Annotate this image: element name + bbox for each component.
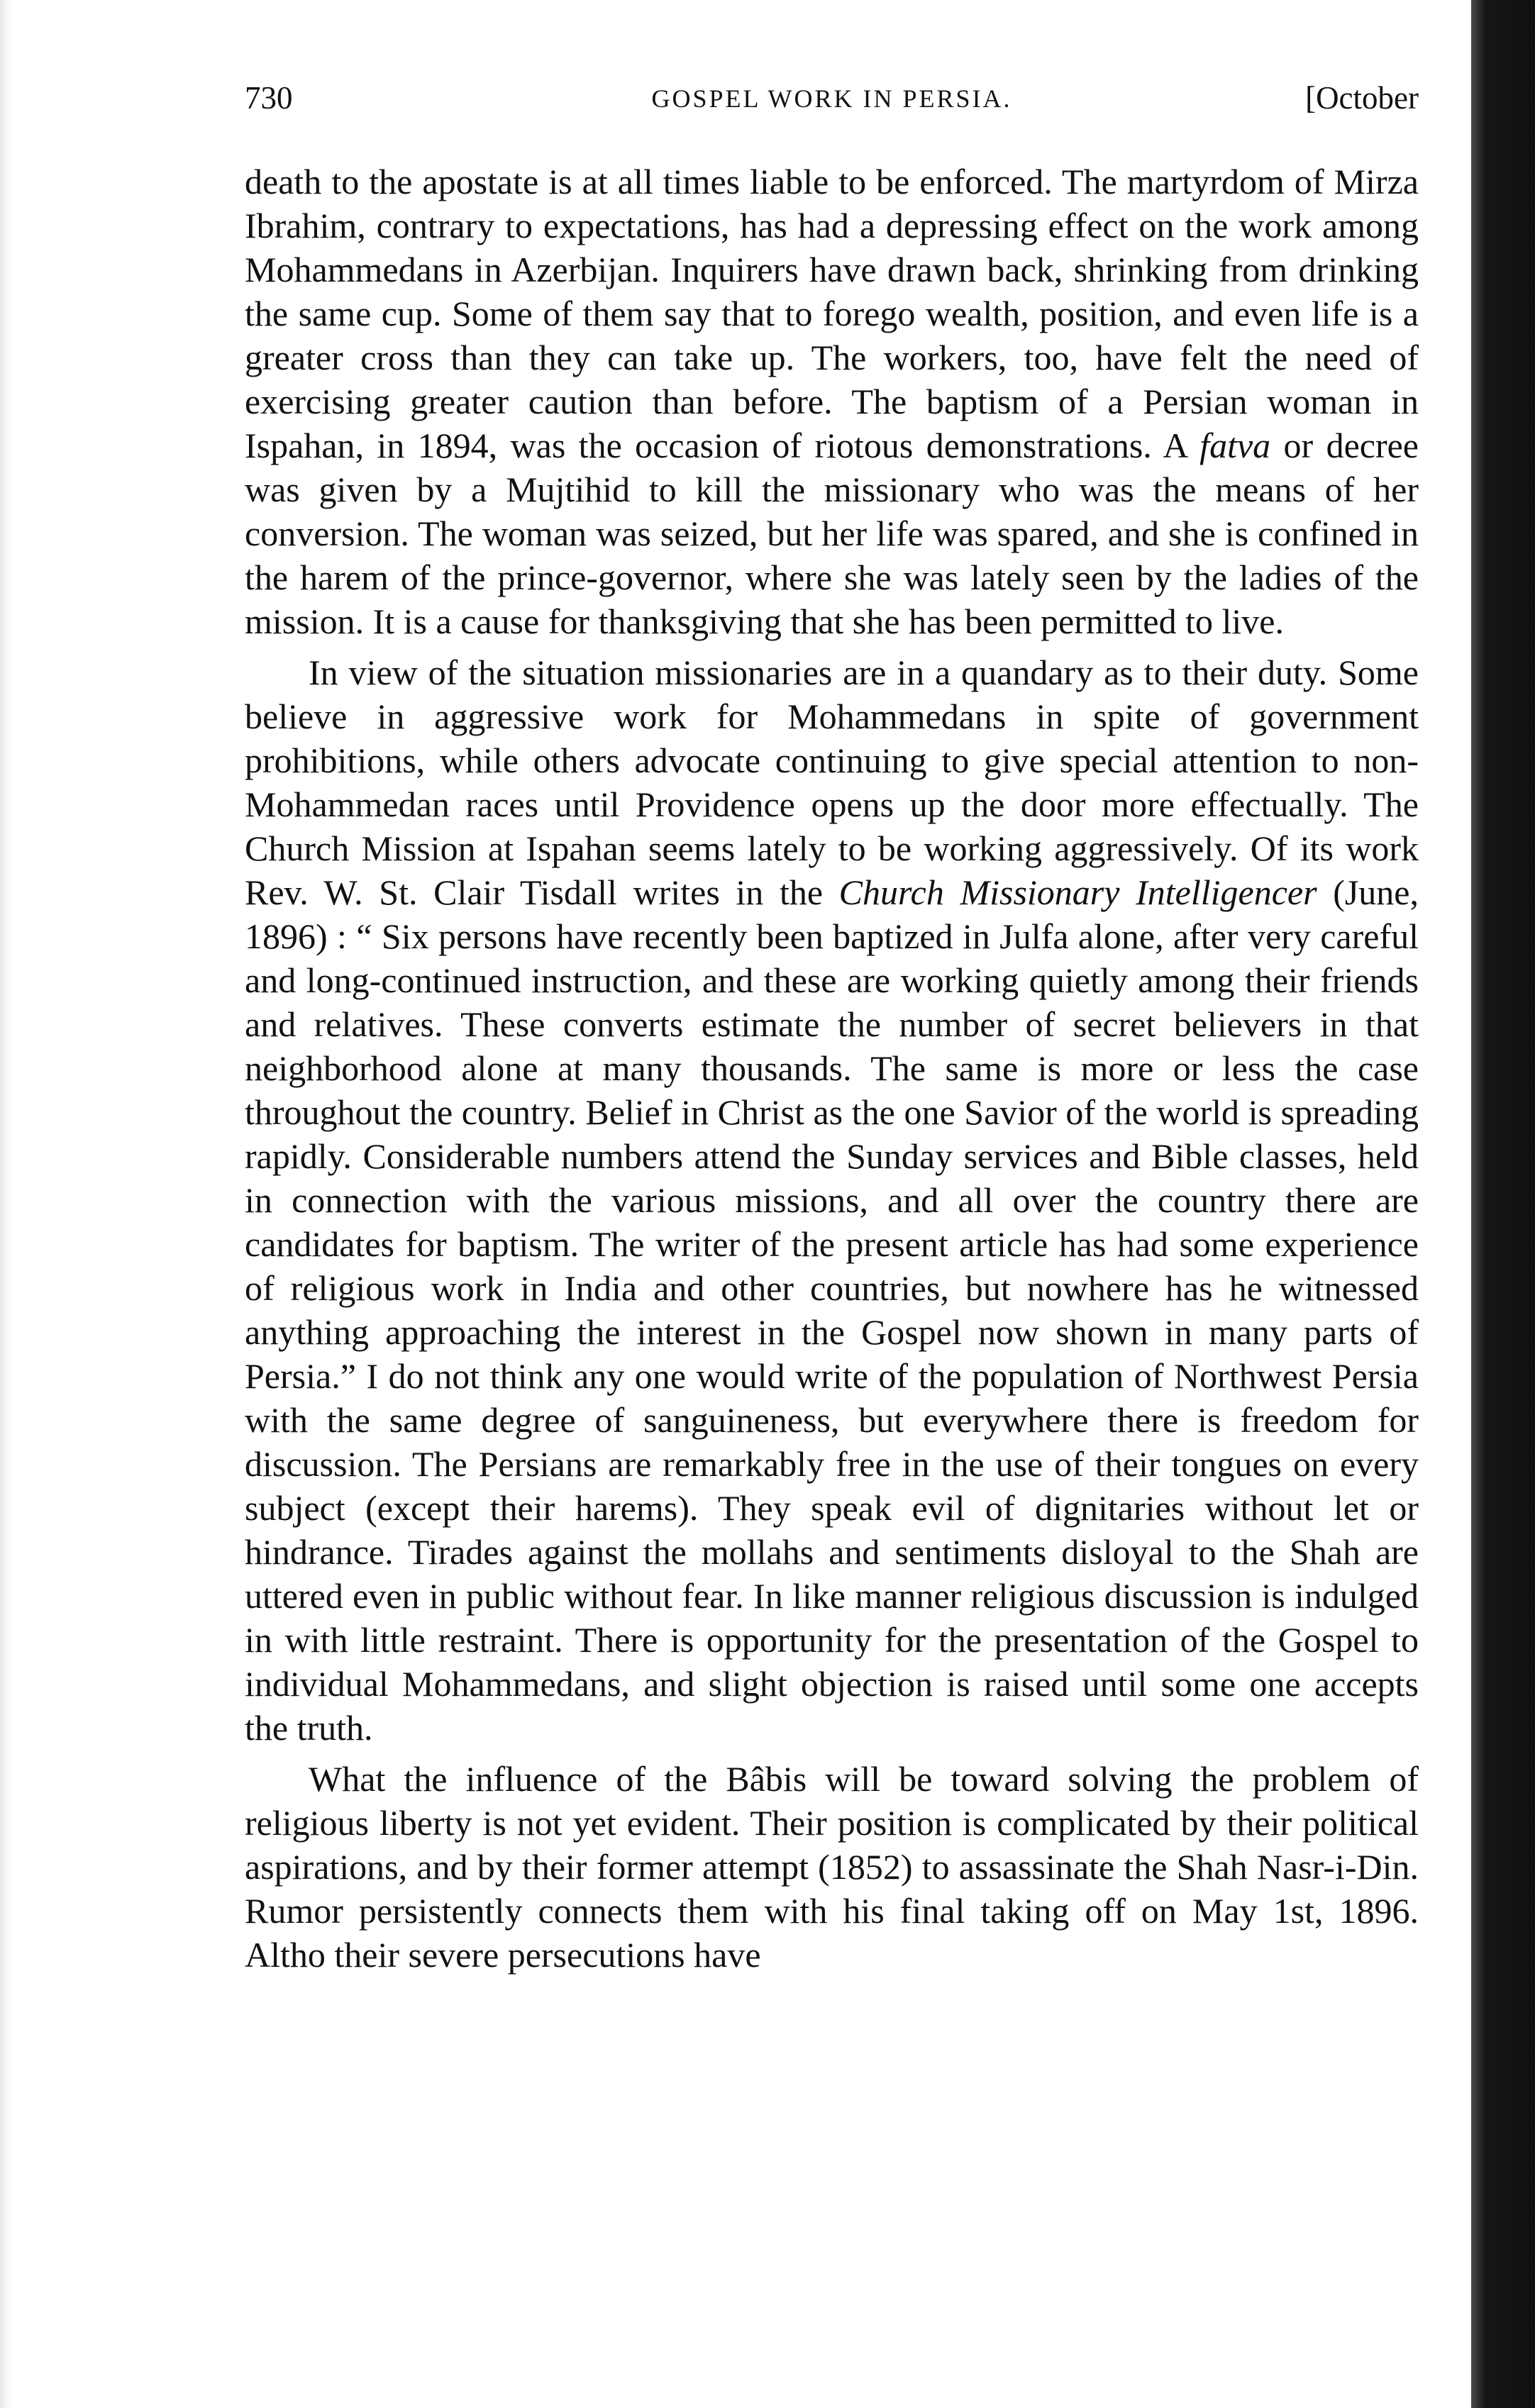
scan-right-edge	[1471, 0, 1535, 2408]
scan-left-edge	[0, 0, 14, 2408]
paragraph-1-italic-fatva: fatva	[1199, 426, 1271, 465]
body-text	[245, 160, 1419, 1977]
paragraph-1-text-a: death to the apostate is at all times liable to be enforced. The martyrdom of Mirza Ibrahim, contrary to expectations, has had a depressing effect on the work among Mohammedans in Azerbijan. Inquirers have drawn back, shrinking from drinking the same cup. Some of them say that to forego wealth, position, and even life is a greater cross than they can take up. The workers, too, have felt the need of exercising greater caution than before. The baptism of a Persian woman in Ispahan, in 1894, was the occasion of riotous demonstrations. A	[245, 162, 1419, 465]
paragraph-2	[245, 650, 1419, 1750]
paragraph-2-italic-journal: Church Missionary Intelligencer	[838, 872, 1317, 912]
page-number: 730	[245, 80, 293, 116]
page-header	[245, 79, 1419, 129]
paragraph-2-text-b: (June, 1896) : “ Six persons have recently been baptized in Julfa alone, after very careful and long-continued instruction, and these are working quietly among their friends and relatives. These converts estimate the number of secret believers in that neighborhood alone at many thousands. The same is more or less the case throughout the country. Belief in Christ as the one Savior of the world is spreading rapidly. Considerable numbers attend the Sunday services and Bible classes, held in connection with the various missions, and all over the country there are candidates for baptism. The writer of the present article has had some experience of religious work in India and other countries, but nowhere has he witnessed anything approaching the interest in the Gospel now shown in many parts of Persia.” I do not think any one would write of the population of Northwest Persia with the same degree of sanguineness, but everywhere there is freedom for discussion. The Persians are remarkably free in the use of their tongues on every subject (except their harems). They speak evil of dignitaries without let or hindrance. Tirades against the mollahs and sentiments disloyal to the Shah are uttered even in public without fear. In like manner religious discussion is indulged in with little restraint. There is opportunity for the presentation of the Gospel to individual Mohammedans, and slight objection is raised until some one accepts the truth.	[245, 872, 1419, 1748]
paragraph-3-text-a: What the influence of the Bâbis will be toward solving the problem of religious liberty is not yet evident. Their position is complicated by their political aspirations, and by their former attempt (1852) to assassinate the Shah Nasr-i-Din. Rumor persistently connects them with his final taking off on May 1st, 1896. Altho their severe persecutions have	[245, 1759, 1419, 1975]
header-month: [October	[1305, 80, 1419, 116]
running-title: GOSPEL WORK IN PERSIA.	[651, 84, 1012, 113]
paragraph-1-text-b: or decree was given by a Mujtihid to kill the missionary who was the means of her conversion. The woman was seized, but her life was spared, and she is confined in the harem of the prince-governor, where she was lately seen by the ladies of the mission. It is a cause for thanksgiving that she has been permitted to live.	[245, 426, 1419, 641]
paragraph-1	[245, 160, 1419, 643]
paragraph-2-text-a: In view of the situation missionaries are in a quandary as to their duty. Some believe in aggressive work for Mohammedans in spite of government prohibitions, while others advocate continuing to give special attention to non-Mohammedan races until Providence opens up the door more effectually. The Church Mission at Ispahan seems lately to be working aggressively. Of its work Rev. W. St. Clair Tisdall writes in the	[245, 653, 1419, 912]
paragraph-3	[245, 1757, 1419, 1977]
